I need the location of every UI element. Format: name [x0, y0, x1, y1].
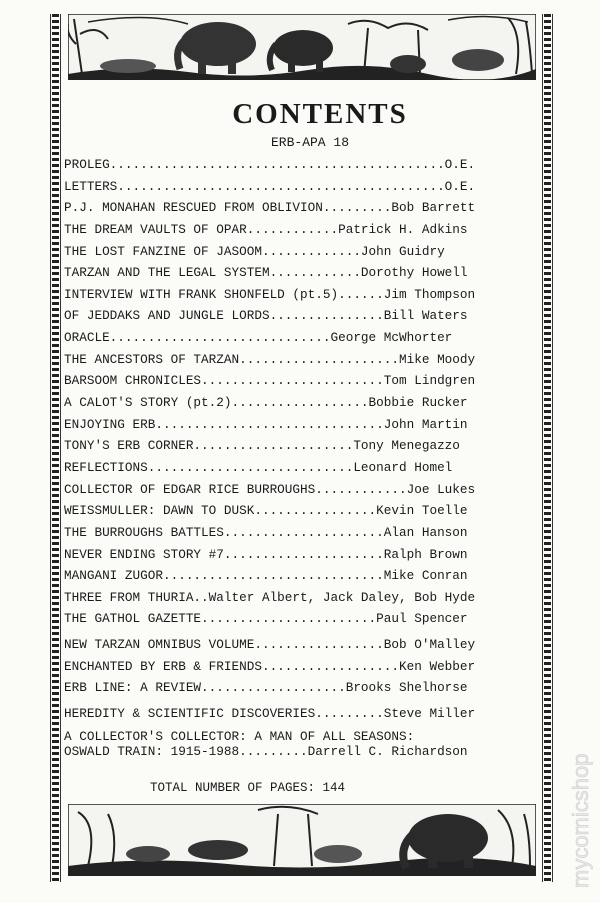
contents-entry: A CALOT'S STORY (pt.2)..................Bobbie Rucker: [64, 395, 468, 411]
contents-entry: THE DREAM VAULTS OF OPAR............Patrick H. Adkins: [64, 221, 468, 237]
watermark-label: mycomicshop: [568, 753, 593, 888]
contents-entry: BARSOOM CHRONICLES........................Tom Lindgren: [64, 373, 476, 389]
contents-entry: THE ANCESTORS OF TARZAN.....................Mike Moody: [64, 351, 476, 367]
contents-entry: PROLEG............................................O.E.: [64, 157, 476, 172]
contents-entry: TARZAN AND THE LEGAL SYSTEM............Dorothy Howell: [64, 265, 468, 281]
contents-entry: NEW TARZAN OMNIBUS VOLUME.................Bob O'Malley: [64, 637, 476, 653]
contents-entry: MANGANI ZUGOR.............................Mike Conran: [64, 568, 468, 584]
contents-entry: THE GATHOL GAZETTE.......................Paul Spencer: [64, 611, 468, 627]
contents-entry: ORACLE.............................George McWhorter: [64, 330, 453, 346]
total-pages: TOTAL NUMBER OF PAGES: 144: [150, 781, 346, 795]
contents-entry: THE LOST FANZINE OF JASOOM.............John Guidry: [64, 243, 445, 259]
jungle-banner-top-illustration: [68, 14, 536, 80]
contents-entry: THE BURROUGHS BATTLES.....................Alan Hanson: [64, 524, 468, 540]
contents-list: [64, 154, 532, 759]
contents-entry: INTERVIEW WITH FRANK SHONFELD (pt.5)......Jim Thompson: [64, 286, 476, 302]
page-title: CONTENTS: [232, 98, 408, 130]
contents-entry: THREE FROM THURIA..Walter Albert, Jack Daley, Bob Hyde: [64, 589, 476, 605]
contents-entry: OF JEDDAKS AND JUNGLE LORDS...............Bill Waters: [64, 308, 468, 324]
contents-entry: ENJOYING ERB..............................John Martin: [64, 416, 468, 432]
contents-entry: REFLECTIONS...........................Leonard Homel: [64, 459, 453, 475]
contents-entry: HEREDITY & SCIENTIFIC DISCOVERIES.........Steve Miller: [64, 706, 476, 722]
contents-entry: P.J. MONAHAN RESCUED FROM OBLIVION.........Bob Barrett: [64, 200, 476, 216]
watermark-text: [566, 680, 596, 890]
contents-entry: TONY'S ERB CORNER.....................Tony Menegazzo: [64, 438, 460, 454]
page-subtitle: ERB-APA 18: [270, 135, 349, 150]
contents-entry: ENCHANTED BY ERB & FRIENDS..................Ken Webber: [64, 658, 476, 674]
contents-entry: NEVER ENDING STORY #7.....................Ralph Brown: [64, 546, 468, 562]
contents-entry: COLLECTOR OF EDGAR RICE BURROUGHS............Joe Lukes: [64, 481, 476, 497]
contents-entry: ERB LINE: A REVIEW...................Brooks Shelhorse: [64, 680, 468, 696]
jungle-banner-bottom-illustration: [68, 804, 536, 876]
contents-entry: WEISSMULLER: DAWN TO DUSK................Kevin Toelle: [64, 503, 468, 519]
contents-entry: A COLLECTOR'S COLLECTOR: A MAN OF ALL SEASONS: OSWALD TRAIN: 1915-1988.........Darrell C. Richardson: [64, 728, 468, 759]
contents-entry: LETTERS...........................................O.E.: [64, 178, 476, 194]
